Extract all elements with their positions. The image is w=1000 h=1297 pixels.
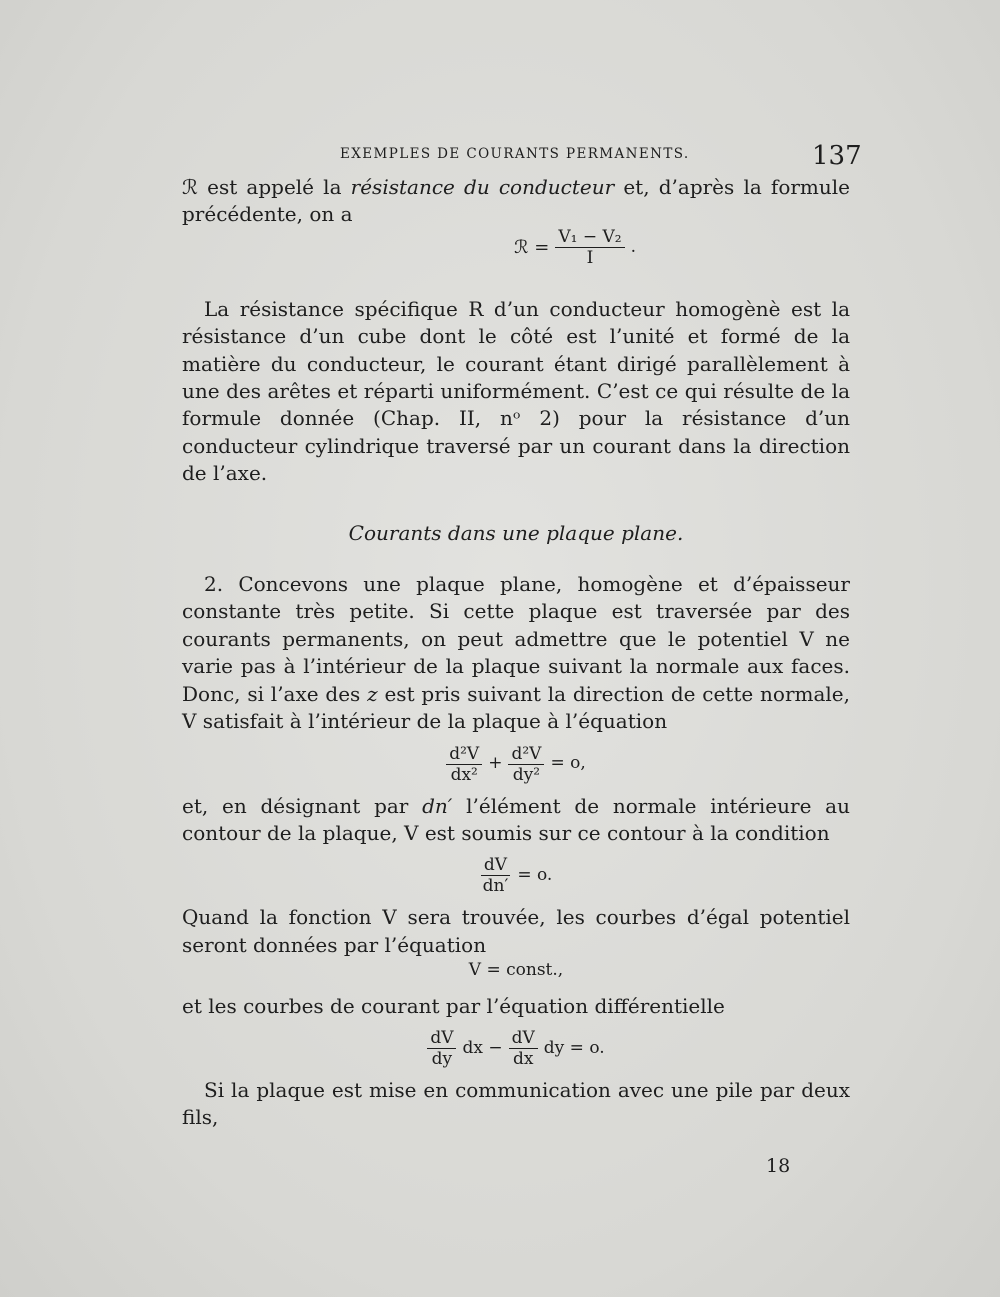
paragraph-4: et, en désignant par dn′ l’élément de normale intérieure au contour de la plaque, V est soumis sur ce contour à la condition <box>182 793 850 845</box>
page-number: 137 <box>812 141 862 171</box>
equation-laplace: $\frac{\text{d²V}}{\text{dx²}}$ + $\frac{\text{d²V}}{\text{dy²}}$ = o, <box>182 744 850 785</box>
paragraph-1: ℛ est appelé la résistance du conducteur et, d’après la formule précédente, on a <box>182 175 851 227</box>
paragraph-3: 2. Concevons une plaque plane, homogène et d’épaisseur constante très petite. Si cette plaque est traversée par des courants permanents, on peut admettre que le potentiel V ne varie pas à l’intérieur de la plaque suivant la normale aux faces. Donc, si l’axe des z est pris suivant la direction de cette normale, V satisfait à l’intérieur de la plaque à l’équation <box>182 572 850 734</box>
equation-const: V = const., <box>468 960 564 981</box>
equation-differential: $\frac{dV}{dy}$ dx − $\frac{dV}{dx}$ dy = o. <box>182 1028 850 1069</box>
section-title: Courants dans une plaque plane. <box>348 520 684 545</box>
paragraph-5: Quand la fonction V sera trouvée, les courbes d’égal potentiel seront données par l’équation <box>182 905 850 957</box>
page-body <box>182 174 850 1132</box>
paragraph-7: Si la plaque est mise en communication avec une pile par deux fils, <box>182 1077 850 1130</box>
running-title: EXEMPLES DE COURANTS PERMANENTS. <box>340 146 690 162</box>
equation-resistance: ℛ = $\frac{\text{V₁ − V₂}}{I}$ . <box>514 226 636 268</box>
paragraph-6: et les courbes de courant par l’équation différentielle <box>182 993 725 1018</box>
paragraph-2: La résistance spécifique R d’un conducteur homogènè est la résistance d’un cube dont le côté est l’unité et formé de la matière du conducteur, le courant étant dirigé parallèlement à une des arêtes et réparti uniformément. C’est ce qui résulte de la formule donnée (Chap. II, nᵒ 2) pour la résistance d’un conducteur cylindrique traversé par un courant dans la direction de l’axe. <box>182 296 850 486</box>
equation-boundary: $\frac{dV}{dn'}$ = o. <box>482 855 553 897</box>
signature-mark: 18 <box>766 1155 791 1177</box>
